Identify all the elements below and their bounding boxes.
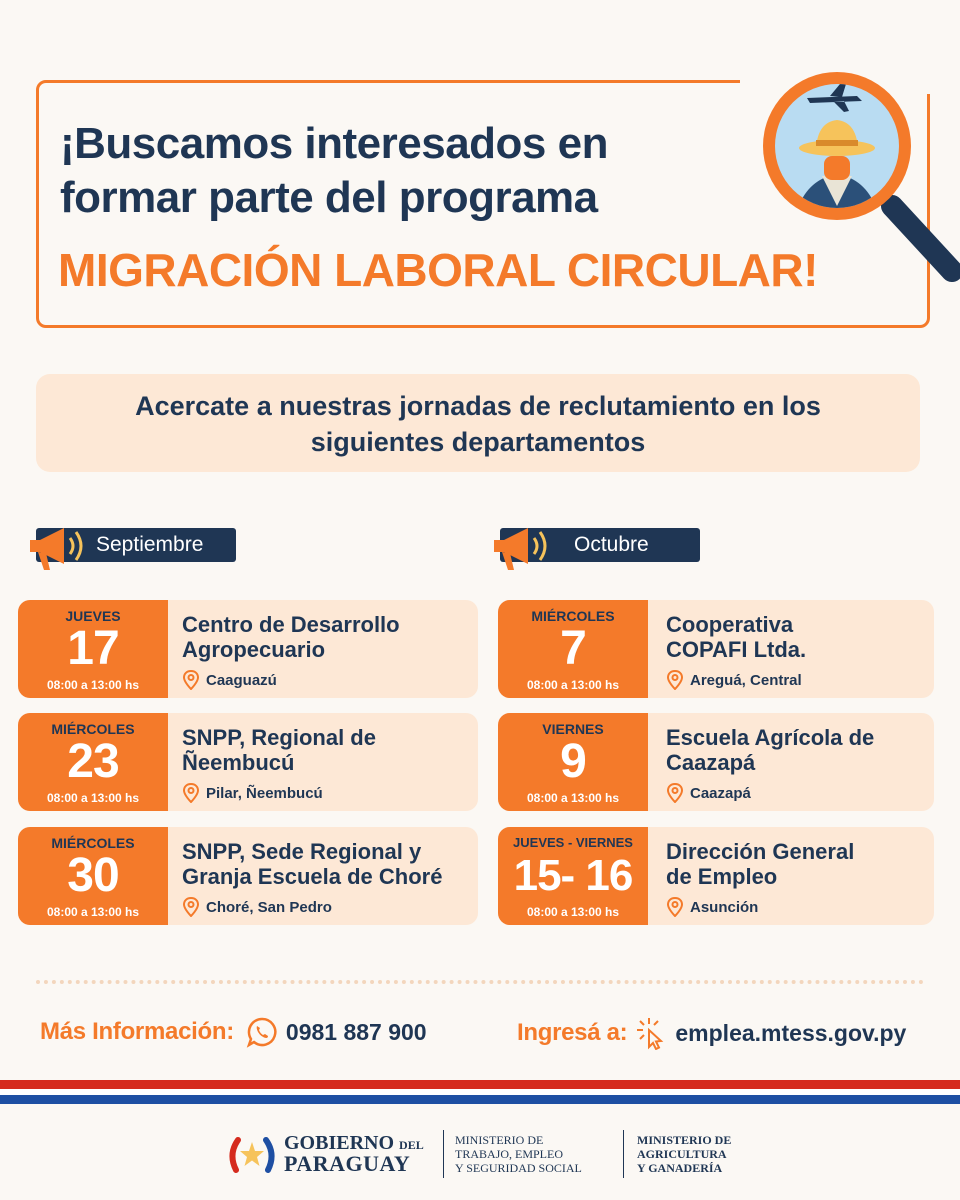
event-card	[18, 713, 478, 811]
event-venue	[666, 612, 934, 662]
event-hours: 08:00 a 13:00 hs	[46, 791, 140, 805]
event-place: Caaguazú	[206, 671, 277, 689]
event-day: 23	[67, 735, 119, 788]
hero-program-name: MIGRACIÓN LABORAL CIRCULAR!	[58, 244, 818, 296]
logo-separator	[623, 1130, 624, 1178]
event-location	[666, 783, 751, 803]
event-venue-line1: Escuela Agrícola de	[666, 725, 875, 750]
event-location	[666, 897, 758, 917]
event-card	[18, 827, 478, 925]
logo-separator	[443, 1130, 444, 1178]
gov-word-del: DEL	[399, 1138, 424, 1152]
event-card	[498, 827, 934, 925]
date-block	[18, 827, 168, 925]
event-card	[498, 600, 934, 698]
event-venue-line2: Granja Escuela de Choré	[182, 864, 443, 889]
event-venue-line2: Ñeembucú	[182, 750, 295, 775]
event-location	[182, 897, 332, 917]
event-weekday: VIERNES	[542, 721, 604, 737]
event-venue-line2: Caazapá	[666, 750, 756, 775]
date-block	[498, 827, 648, 925]
event-location	[182, 783, 323, 803]
event-place: Caazapá	[690, 784, 751, 802]
event-day: 30	[67, 849, 119, 902]
event-weekday: MIÉRCOLES	[531, 608, 615, 624]
click-cursor-icon	[635, 1016, 669, 1050]
location-pin-icon	[182, 897, 200, 917]
location-pin-icon	[666, 783, 684, 803]
event-place: Pilar, Ñeembucú	[206, 784, 323, 802]
event-card	[18, 600, 478, 698]
info-label: Más Información:	[40, 1018, 234, 1045]
dotted-divider	[36, 980, 924, 984]
event-hours: 08:00 a 13:00 hs	[46, 678, 140, 692]
website-info	[517, 1016, 906, 1050]
location-pin-icon	[666, 670, 684, 690]
event-venue-line2: COPAFI Ltda.	[666, 637, 807, 662]
whatsapp-icon	[246, 1016, 278, 1048]
event-venue-line2: de Empleo	[666, 864, 778, 889]
event-venue	[182, 725, 472, 775]
ministry-mag	[637, 1133, 731, 1175]
location-pin-icon	[666, 897, 684, 917]
event-place: Choré, San Pedro	[206, 898, 332, 916]
event-venue-line1: Cooperativa	[666, 612, 794, 637]
flag-stripe-red	[0, 1080, 960, 1089]
intro-banner	[36, 374, 920, 472]
website-link[interactable]: emplea.mtess.gov.py	[675, 1019, 907, 1046]
event-venue-line2: Agropecuario	[182, 637, 326, 662]
mtess-line3: Y SEGURIDAD SOCIAL	[455, 1161, 582, 1175]
event-venue	[182, 612, 472, 662]
megaphone-icon	[26, 522, 88, 572]
event-weekday: MIÉRCOLES	[51, 721, 135, 737]
event-hours: 08:00 a 13:00 hs	[526, 678, 620, 692]
month-tag-october: Octubre	[500, 528, 700, 562]
event-day: 15- 16	[513, 851, 633, 900]
mag-line1: MINISTERIO DE	[637, 1133, 732, 1147]
event-hours: 08:00 a 13:00 hs	[526, 791, 620, 805]
phone-number[interactable]: 0981 887 900	[285, 1018, 427, 1045]
event-weekday: MIÉRCOLES	[51, 835, 135, 851]
hero-title-line2: formar parte del programa	[60, 173, 598, 222]
event-hours: 08:00 a 13:00 hs	[46, 905, 140, 919]
mtess-line2: TRABAJO, EMPLEO	[455, 1147, 564, 1161]
ministry-mtess	[455, 1133, 582, 1175]
event-venue	[182, 839, 472, 889]
magnifier-farmer-illustration	[752, 56, 960, 296]
event-location	[182, 670, 277, 690]
date-block	[498, 600, 648, 698]
event-card	[498, 713, 934, 811]
web-label: Ingresá a:	[517, 1019, 628, 1046]
event-place: Asunción	[690, 898, 759, 916]
month-tag-september: Septiembre	[36, 528, 236, 562]
date-block	[18, 713, 168, 811]
government-star-logo	[226, 1130, 278, 1178]
event-venue	[666, 725, 934, 775]
intro-line1: Acercate a nuestras jornadas de reclutamiento en los	[135, 391, 821, 421]
event-venue	[666, 839, 934, 889]
event-day: 17	[67, 622, 119, 675]
event-hours: 08:00 a 13:00 hs	[526, 905, 620, 919]
event-venue-line1: Centro de Desarrollo	[182, 612, 400, 637]
gov-name-line2: PARAGUAY	[284, 1151, 411, 1176]
event-venue-line1: SNPP, Regional de	[182, 725, 376, 750]
date-block	[18, 600, 168, 698]
event-venue-line1: Dirección General	[666, 839, 855, 864]
hero-title-line1: ¡Buscamos interesados en	[60, 119, 608, 168]
event-day: 9	[560, 735, 586, 788]
contact-info	[40, 1016, 427, 1048]
gov-word-gobierno: GOBIERNO	[284, 1132, 395, 1154]
intro-line2: siguientes departamentos	[310, 427, 646, 457]
location-pin-icon	[182, 670, 200, 690]
event-weekday: JUEVES	[65, 608, 121, 624]
megaphone-icon	[490, 522, 552, 572]
event-weekday: JUEVES - VIERNES	[513, 835, 633, 850]
date-block	[498, 713, 648, 811]
event-venue-line1: SNPP, Sede Regional y	[182, 839, 422, 864]
mag-line2: AGRICULTURA	[637, 1147, 727, 1161]
event-place: Areguá, Central	[690, 671, 802, 689]
mtess-line1: MINISTERIO DE	[455, 1133, 544, 1147]
flag-stripe-blue	[0, 1095, 960, 1104]
location-pin-icon	[182, 783, 200, 803]
mag-line3: Y GANADERÍA	[637, 1161, 723, 1175]
event-day: 7	[560, 622, 586, 675]
event-location	[666, 670, 802, 690]
